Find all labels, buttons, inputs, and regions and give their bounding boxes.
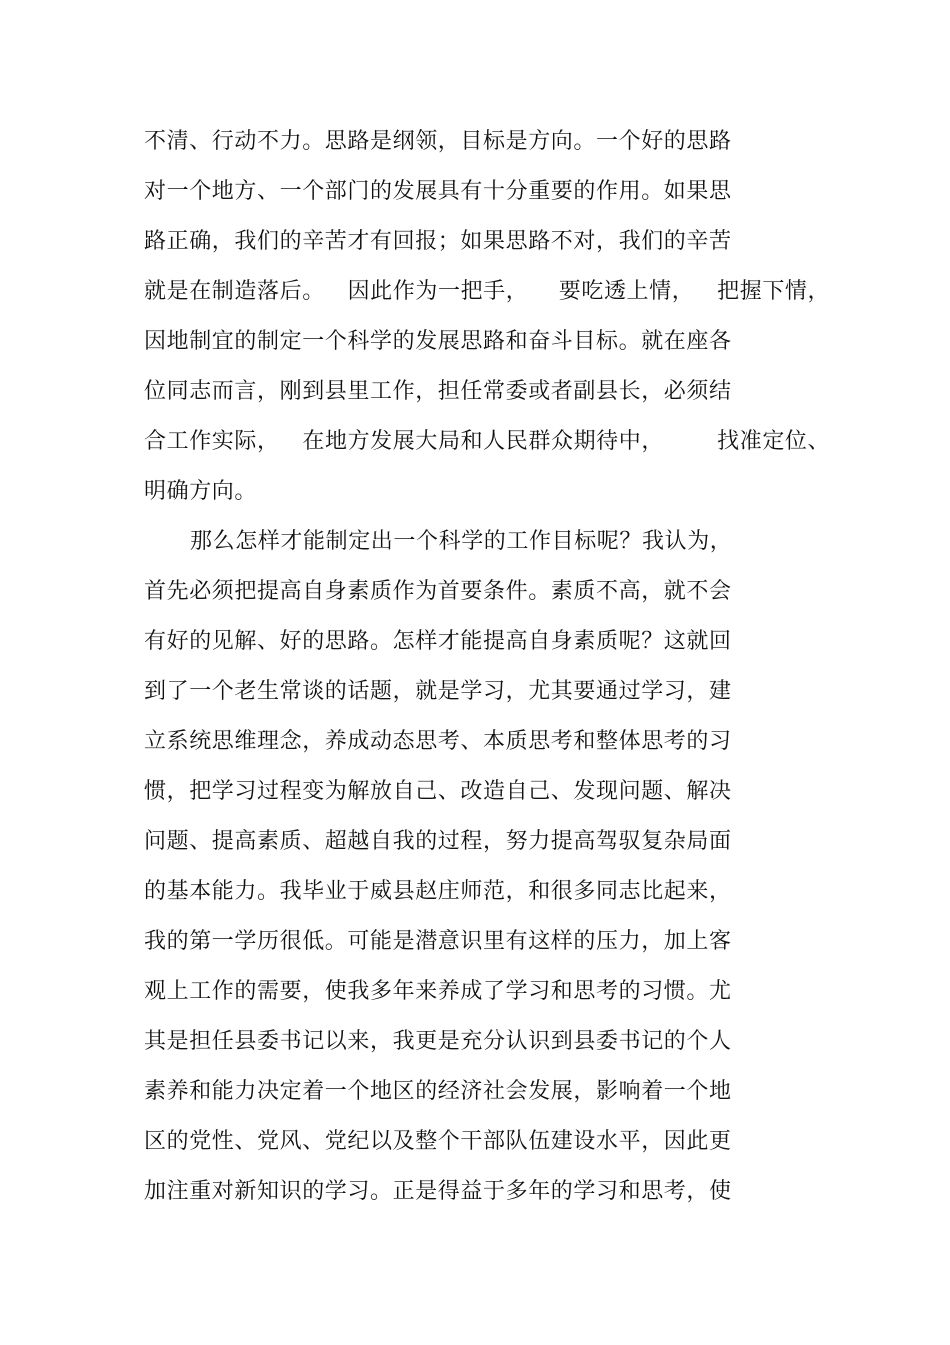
text-line: 区的党性、党风、党纪以及整个干部队伍建设水平，因此更 <box>144 1129 732 1154</box>
text-line: 首先必须把提高自身素质作为首要条件。素质不高，就不会 <box>144 579 732 604</box>
text-line: 惯，把学习过程变为解放自己、改造自己、发现问题、解决 <box>144 779 732 804</box>
text-line: 合工作实际， 在地方发展大局和人民群众期待中， 找准定位、 <box>144 429 831 454</box>
text-line: 观上工作的需要，使我多年来养成了学习和思考的习惯。尤 <box>144 979 732 1004</box>
text-line: 对一个地方、一个部门的发展具有十分重要的作用。如果思 <box>144 179 732 204</box>
text-line: 到了一个老生常谈的话题，就是学习，尤其要通过学习，建 <box>144 679 732 704</box>
text-line: 因地制宜的制定一个科学的发展思路和奋斗目标。就在座各 <box>144 329 732 354</box>
text-line: 我的第一学历很低。可能是潜意识里有这样的压力，加上客 <box>144 929 732 954</box>
text-line: 位同志而言，刚到县里工作，担任常委或者副县长，必须结 <box>144 379 732 404</box>
paragraph-start-line: 那么怎样才能制定出一个科学的工作目标呢？我认为， <box>190 529 733 554</box>
text-line: 就是在制造落后。 因此作为一把手， 要吃透上情， 把握下情， <box>144 279 831 304</box>
text-line: 路正确，我们的辛苦才有回报；如果思路不对，我们的辛苦 <box>144 229 732 254</box>
text-line: 素养和能力决定着一个地区的经济社会发展，影响着一个地 <box>144 1079 732 1104</box>
text-line: 的基本能力。我毕业于威县赵庄师范，和很多同志比起来， <box>144 879 732 904</box>
text-line: 加注重对新知识的学习。正是得益于多年的学习和思考，使 <box>144 1179 732 1204</box>
text-line: 问题、提高素质、超越自我的过程，努力提高驾驭复杂局面 <box>144 829 732 854</box>
text-line: 立系统思维理念，养成动态思考、本质思考和整体思考的习 <box>144 729 732 754</box>
text-line: 其是担任县委书记以来，我更是充分认识到县委书记的个人 <box>144 1029 732 1054</box>
text-line: 不清、行动不力。思路是纲领，目标是方向。一个好的思路 <box>144 129 732 154</box>
text-line: 有好的见解、好的思路。怎样才能提高自身素质呢？这就回 <box>144 629 732 654</box>
text-line: 明确方向。 <box>144 479 258 504</box>
